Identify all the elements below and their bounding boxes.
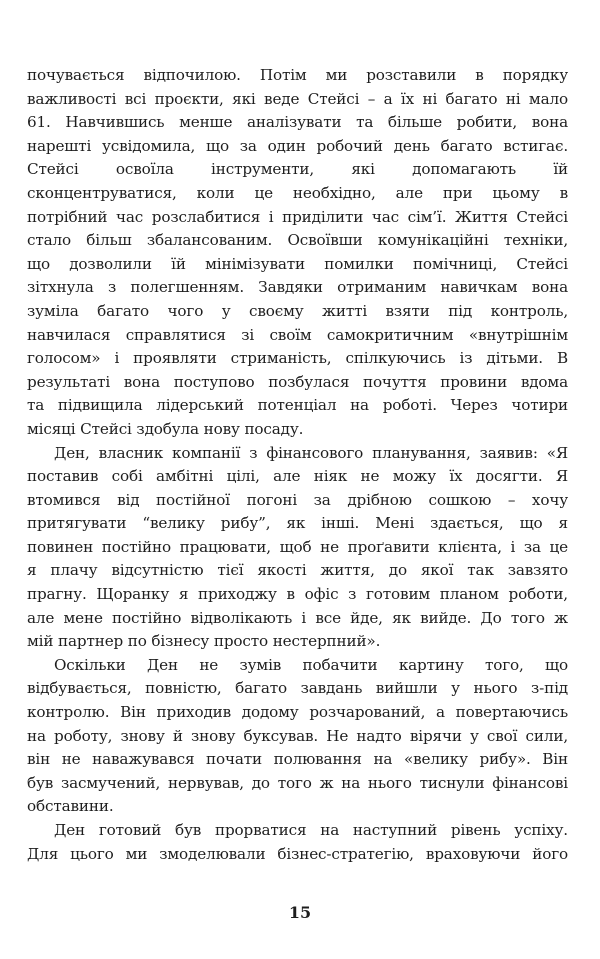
- text-line: навчилася справлятися зі своїм самокритичним «внутрішнім: [27, 325, 568, 344]
- text-line: потрібний час розслабитися і приділити час сім’ї. Життя Стейсі: [27, 207, 568, 226]
- text-line: Стейсі освоїла інструменти, які допомагають їй: [27, 160, 568, 179]
- text-line: притягувати “велику рибу”, як інші. Мені здається, що я: [27, 514, 568, 533]
- text-line: зуміла багато чого у своєму житті взяти під контроль,: [27, 301, 568, 320]
- text-line: поставив собі амбітні цілі, але ніяк не можу їх досягти. Я: [27, 467, 568, 486]
- text-line: прагну. Щоранку я приходжу в офіс з готовим планом роботи,: [27, 585, 568, 604]
- text-line: нарешті усвідомила, що за один робочий день багато встигає.: [27, 136, 568, 155]
- text-line: та підвищила лідерський потенціал на роботі. Через чотири: [27, 396, 568, 415]
- text-line: місяці Стейсі здобула нову посаду.: [27, 419, 304, 438]
- text-line: почувається відпочилою. Потім ми розставили в порядку: [27, 66, 568, 84]
- text-line: Ден, власник компанії з фінансового планування, заявив: «Я: [54, 443, 568, 462]
- text-line: він не наважувався почати полювання на «велику рибу». Він: [27, 750, 568, 769]
- text-line: що дозволили їй мінімізувати помилки помічниці, Стейсі: [27, 254, 568, 273]
- paragraph-den-strategy: [27, 819, 568, 866]
- text-line: я плачу відсутністю тієї якості життя, до якої так завзято: [27, 561, 568, 580]
- text-line: на роботу, знову й знову буксував. Не надто вірячи у свої сили,: [27, 726, 568, 745]
- text-line: відбувається, повністю, багато завдань вийшли у нього з-під: [27, 679, 568, 698]
- text-line: обставини.: [27, 797, 114, 816]
- text-line: стало більш збалансованим. Освоївши комунікаційні техніки,: [27, 231, 568, 250]
- text-line: сконцентруватися, коли це необхідно, але при цьому в: [27, 183, 568, 202]
- text-line: зітхнула з полегшенням. Завдяки отриманим навичкам вона: [27, 278, 568, 297]
- text-line: втомився від постійної погоні за дрібною сошкою – хочу: [27, 490, 568, 509]
- text-line: мій партнер по бізнесу просто нестерпний».: [27, 632, 381, 651]
- paragraph-stacy-results: [27, 64, 568, 442]
- text-line: повинен постійно працювати, щоб не проґавити клієнта, і за це: [27, 537, 568, 556]
- text-line: результаті вона поступово позбулася почуття провини вдома: [27, 372, 568, 391]
- page-body: [27, 64, 568, 866]
- text-line: голосом» і проявляти стриманість, спілкуючись із дітьми. В: [27, 349, 568, 368]
- text-line: але мене постійно відволікають і все йде, як вийде. До того ж: [27, 608, 568, 627]
- text-line: Ден готовий був прорватися на наступний рівень успіху.: [54, 821, 568, 839]
- page-number: 15: [288, 903, 312, 922]
- paragraph-den-quote: [27, 442, 568, 654]
- text-line: важливості всі проєкти, які веде Стейсі – а їх ні багато ні мало: [27, 89, 568, 108]
- text-line: контролю. Він приходив додому розчарований, а повертаючись: [27, 703, 568, 722]
- text-line: Оскільки Ден не зумів побачити картину того, що: [54, 655, 568, 674]
- text-line: Для цього ми змоделювали бізнес-стратегію, враховуючи його: [27, 844, 568, 863]
- text-line: 61. Навчившись менше аналізувати та більше робити, вона: [27, 113, 568, 132]
- paragraph-den-problem: [27, 654, 568, 819]
- text-line: був засмучений, нервував, до того ж на нього тиснули фінансові: [27, 773, 568, 792]
